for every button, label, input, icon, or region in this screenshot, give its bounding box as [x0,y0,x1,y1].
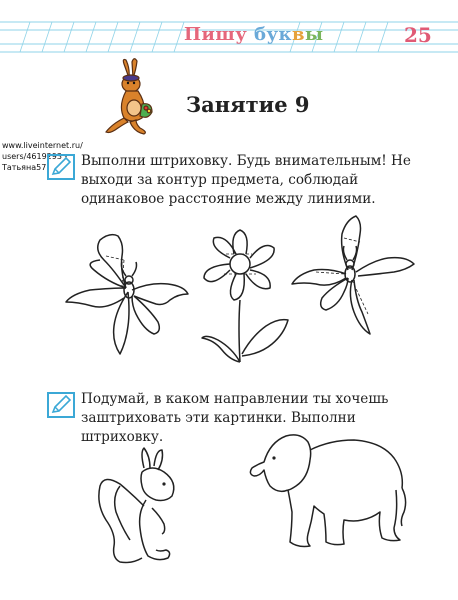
elephant-outline [244,428,414,552]
header-title-part: ы [305,24,324,45]
header-title-part: бук [247,24,293,45]
watermark-line: users/4619293 - [2,152,68,161]
task-text: Выполни штриховку. Будь внимательным! Не выходи за контур предмета, соблюдай одинаковое расстояние между линиями. [81,153,411,207]
pencil-icon [47,392,75,418]
lesson-title: Занятие 9 [186,92,310,117]
page-number: 25 [404,23,432,47]
header-title [184,24,324,45]
watermark-line: Татьяна57 [2,163,47,172]
task-1 [47,152,439,209]
kangaroo-illustration [104,58,168,136]
squirrel-outline [92,446,188,568]
header-title-part: в [292,24,306,45]
task-text: Подумай, в каком направлении ты хочешь заштриховать эти картинки. Выполни штриховку. [81,391,389,445]
flower-outline [196,226,292,370]
butterfly-right-outline [290,212,420,342]
header-title-part: Пишу [184,24,248,45]
butterfly-left-outline [64,230,190,360]
pencil-icon [47,154,75,180]
watermark-line: www.liveinternet.ru/ [2,141,83,150]
